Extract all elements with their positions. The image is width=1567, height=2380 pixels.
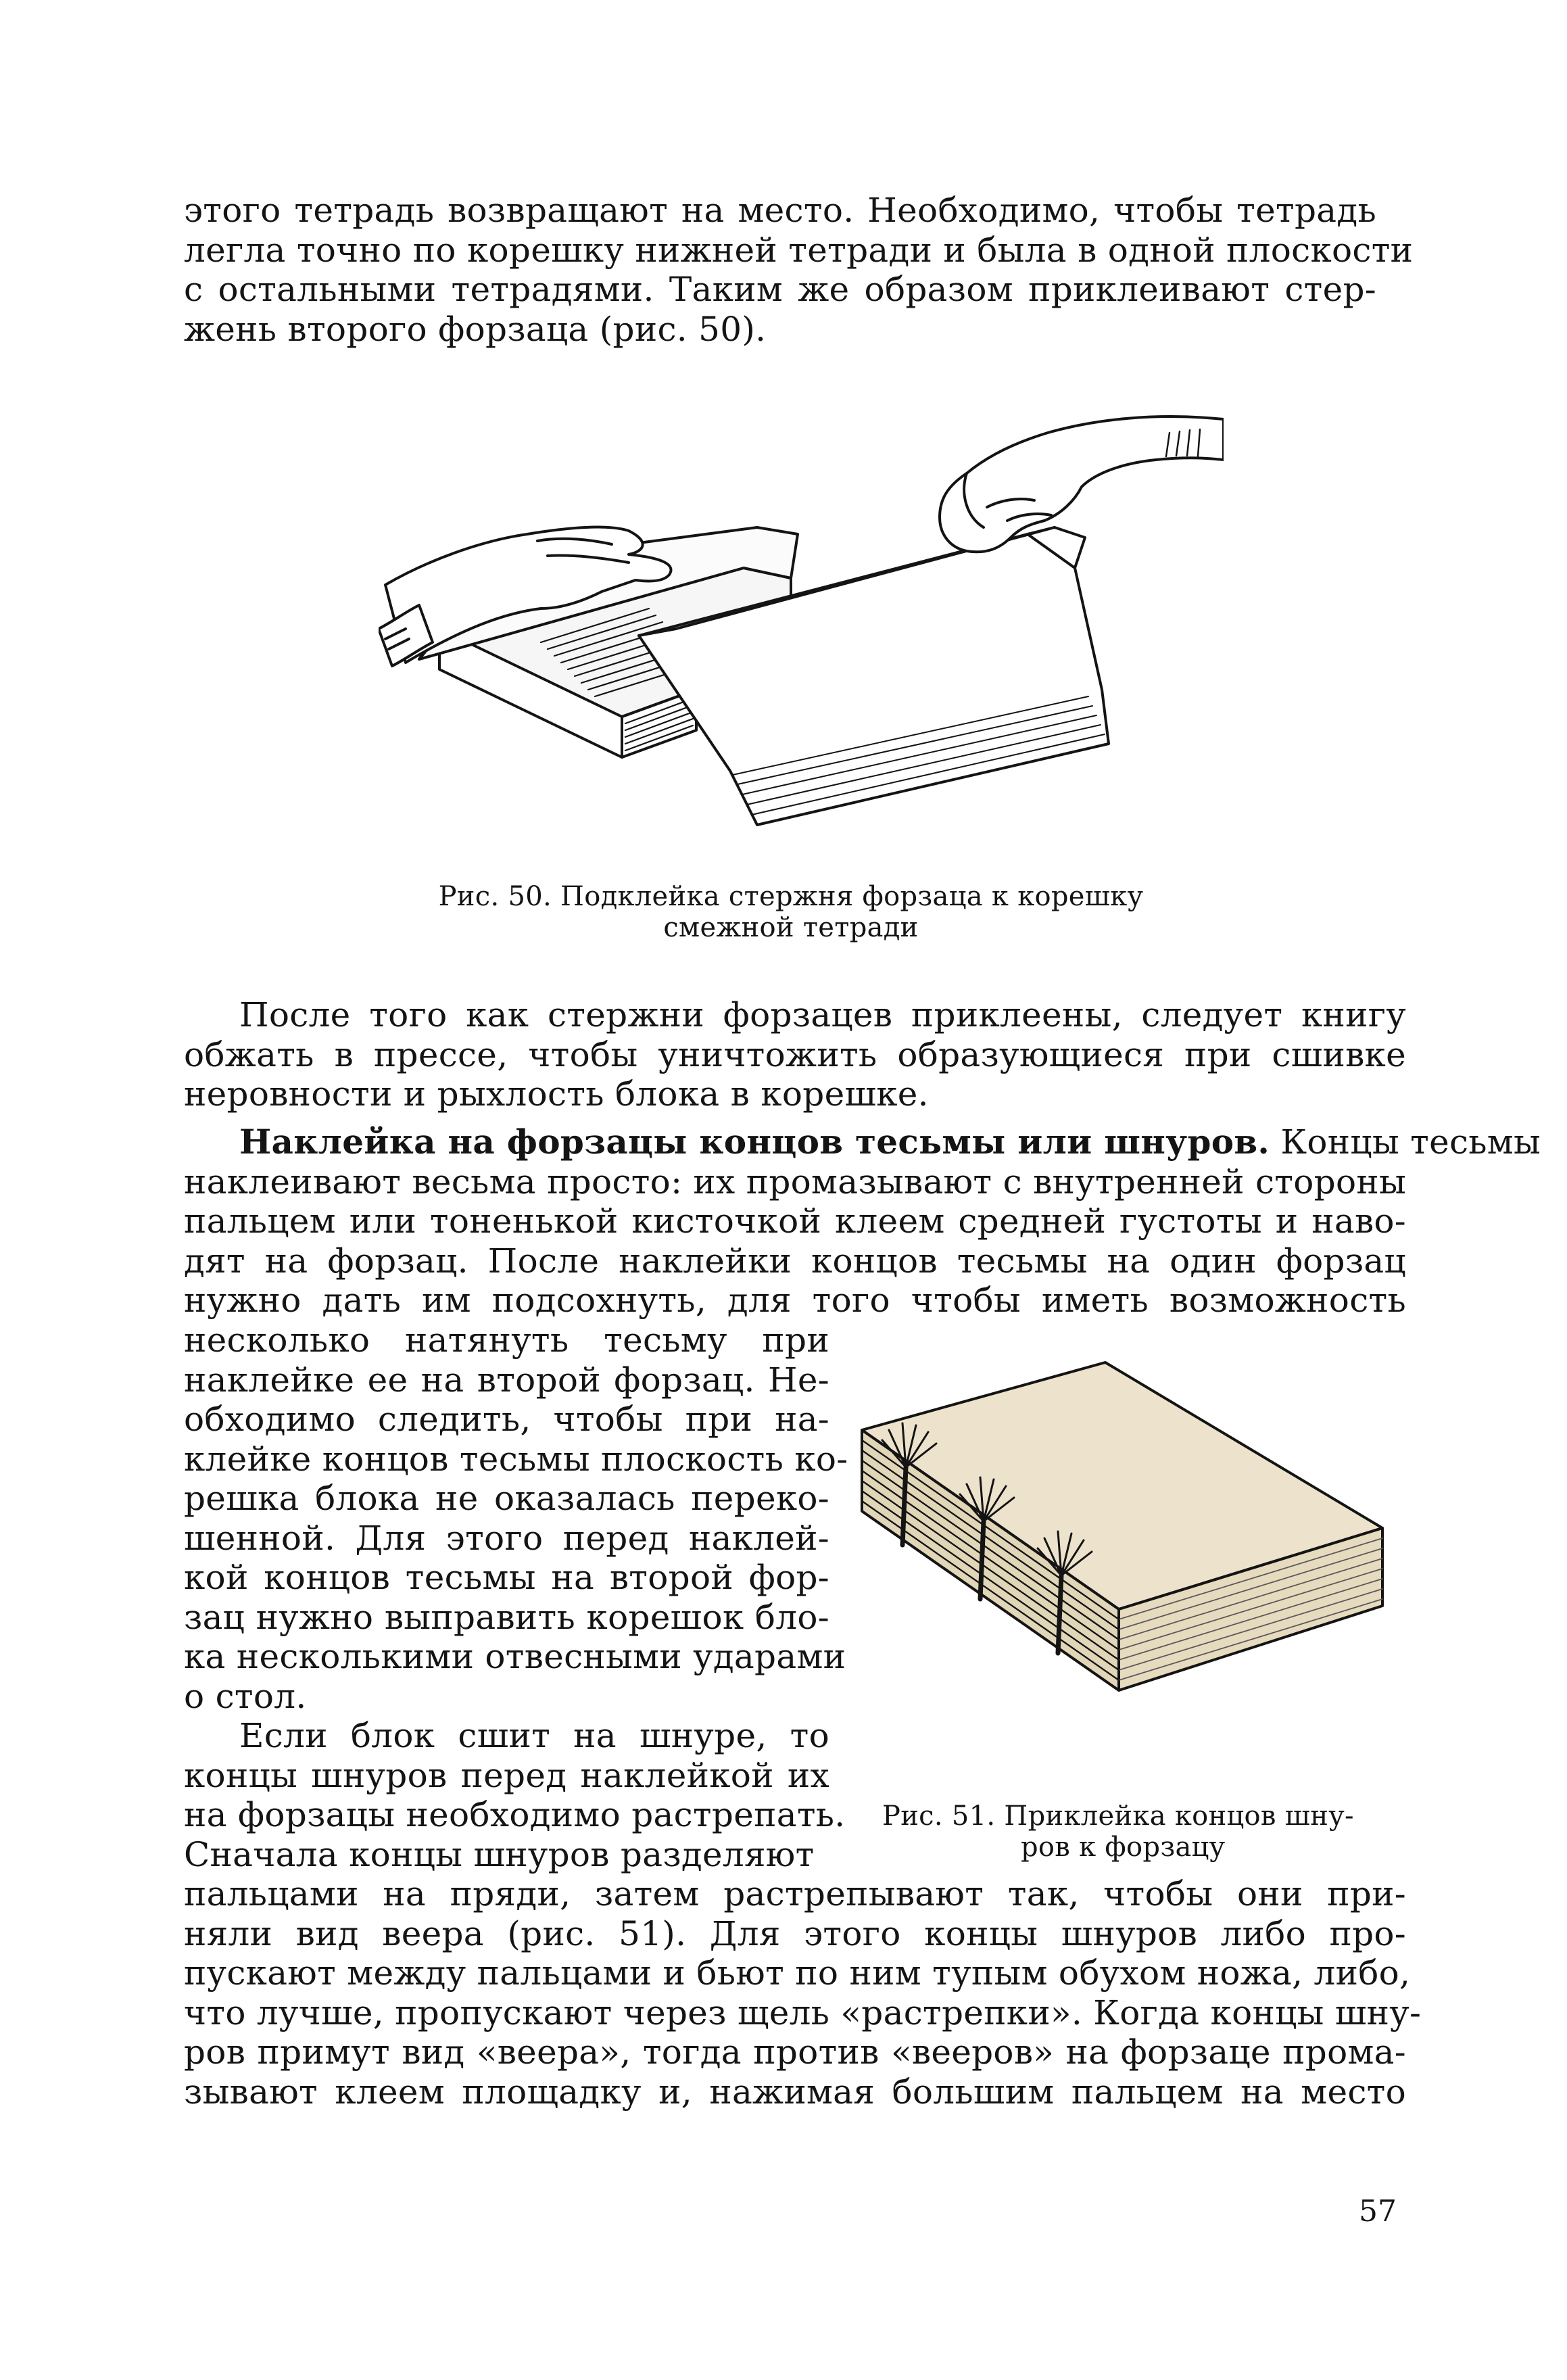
text-line: несколько натянуть тесьму при	[184, 1320, 829, 1360]
paragraph-4	[184, 1874, 1422, 2112]
page-number: 57	[1359, 2194, 1397, 2229]
text-line: зывают клеем площадку и, нажимая большим пальцем на место	[184, 2072, 1406, 2112]
text-line: ка несколькими отвесными ударами	[184, 1637, 846, 1676]
text-line: ров примут вид «веера», тогда против «вееров» на форзаце прома-	[184, 2032, 1406, 2072]
text-line: наклейке ее на второй форзац. Не-	[184, 1360, 829, 1400]
subheading-continuation: Концы тесьмы	[1270, 1122, 1541, 1162]
text-line	[184, 1122, 1541, 1162]
text-line: о стол.	[184, 1676, 307, 1716]
text-line: После того как стержни форзацев приклеены, следует книгу	[239, 995, 1406, 1034]
text-line: на форзацы необходимо растрепать.	[184, 1795, 846, 1834]
text-line: кой концов тесьмы на второй фор-	[184, 1558, 829, 1597]
figure-51-illustration	[848, 1352, 1396, 1785]
text-line: дят на форзац. После наклейки концов тесьмы на один форзац	[184, 1241, 1406, 1281]
paragraph-3	[184, 1122, 1541, 1320]
text-line: пальцем или тоненькой кисточкой клеем средней густоты и наво-	[184, 1201, 1406, 1241]
text-line: неровности и рыхлость блока в корешке.	[184, 1074, 929, 1114]
text-line: с остальными тетрадями. Таким же образом приклеивают стер-	[184, 270, 1376, 309]
figure-51-caption	[882, 1801, 1409, 1863]
text-line: нужно дать им подсохнуть, для того чтобы иметь возможность	[184, 1281, 1406, 1320]
text-line: что лучше, пропускают через щель «растрепки». Когда концы шну-	[184, 1993, 1422, 2032]
text-line: наклеивают весьма просто: их промазывают с внутренней стороны	[184, 1162, 1407, 1201]
paragraph-2	[184, 995, 1406, 1114]
paragraph-top	[184, 191, 1414, 349]
text-line: пускают между пальцами и бьют по ним тупым обухом ножа, либо,	[184, 1953, 1411, 1993]
narrow-column	[184, 1320, 848, 1874]
text-line: Сначала концы шнуров разделяют	[184, 1834, 815, 1874]
caption-line: Рис. 50. Подклейка стержня форзаца к корешку	[438, 881, 1144, 912]
text-line: этого тетрадь возвращают на место. Необходимо, чтобы тетрадь	[184, 191, 1376, 230]
text-line: зац нужно выправить корешок бло-	[184, 1597, 829, 1637]
subheading: Наклейка на форзацы концов тесьмы или шнуров.	[239, 1122, 1270, 1162]
text-line: обжать в прессе, чтобы уничтожить образующиеся при сшивке	[184, 1034, 1406, 1074]
text-line: концы шнуров перед наклейкой их	[184, 1755, 829, 1795]
text-line: няли вид веера (рис. 51). Для этого концы шнуров либо про-	[184, 1913, 1406, 1953]
text-line: жень второго форзаца (рис. 50).	[184, 309, 767, 349]
figure-50-caption	[352, 881, 1230, 943]
caption-line: смежной тетради	[663, 912, 919, 943]
text-line: клейке концов тесьмы плоскость ко-	[184, 1439, 848, 1479]
caption-line: ров к форзацу	[1021, 1832, 1226, 1863]
text-line: решка блока не оказалась переко-	[184, 1479, 829, 1518]
text-line: легла точно по корешку нижней тетради и была в одной плоскости	[184, 230, 1414, 270]
caption-line: Рис. 51. Приклейка концов шну-	[882, 1801, 1354, 1832]
text-line: пальцами на пряди, затем растрепывают так, чтобы они при-	[184, 1874, 1406, 1913]
figure-50-illustration	[379, 406, 1224, 852]
text-line: шенной. Для этого перед наклей-	[184, 1518, 829, 1558]
text-line: Если блок сшит на шнуре, то	[239, 1716, 829, 1755]
text-line: обходимо следить, чтобы при на-	[184, 1400, 829, 1439]
